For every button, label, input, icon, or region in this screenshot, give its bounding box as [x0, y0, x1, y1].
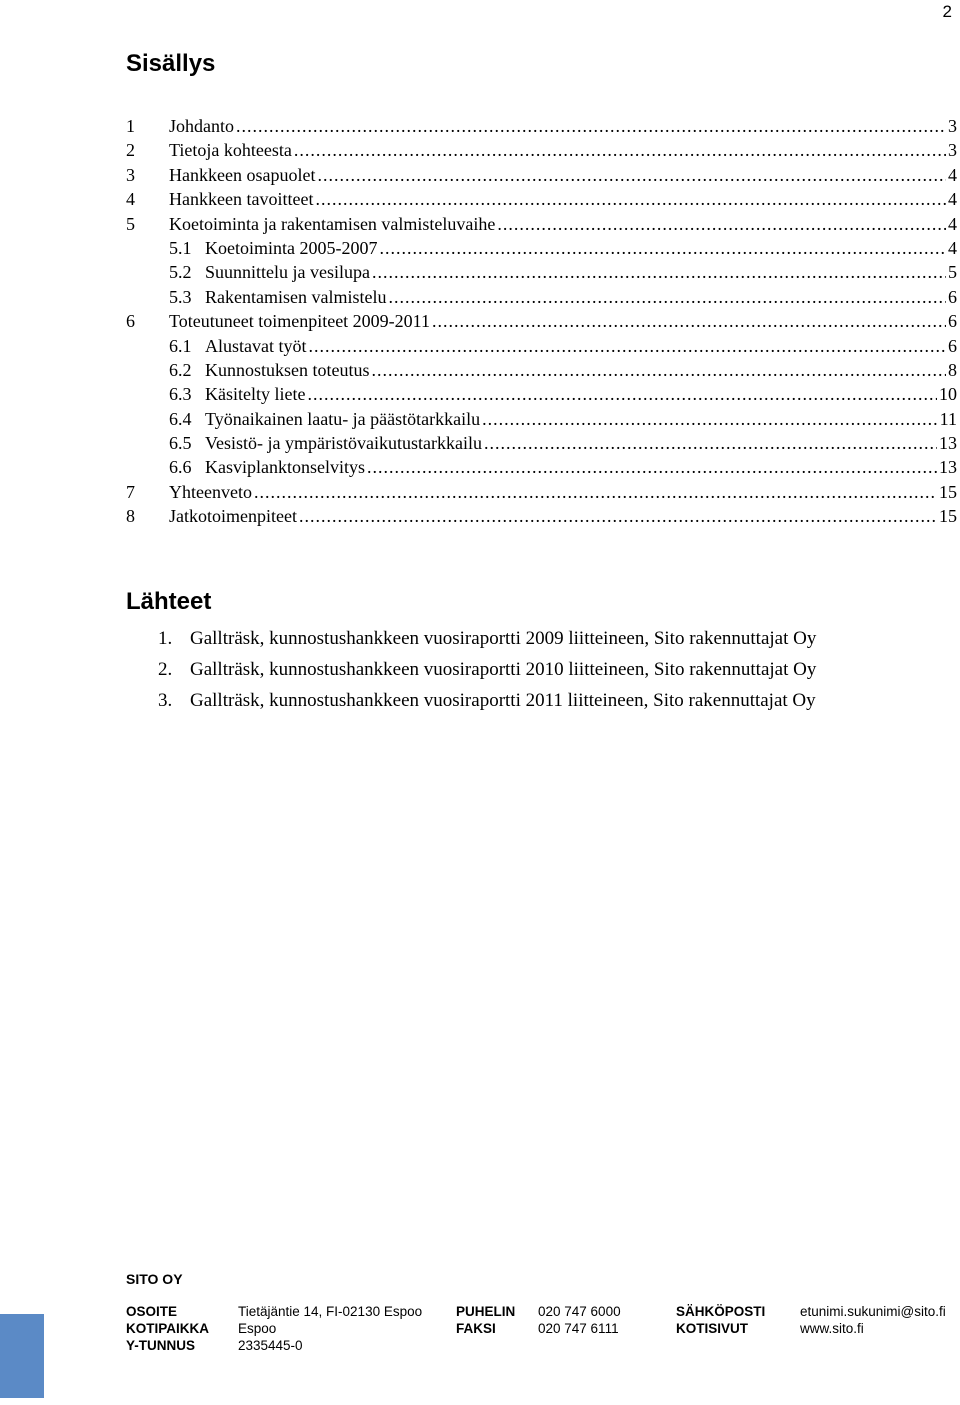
- footer-business-id: 2335445-0: [238, 1338, 303, 1353]
- footer-phone: 020 747 6000: [538, 1304, 621, 1319]
- toc-entry[interactable]: [126, 260, 957, 284]
- toc-dot-leader: [497, 212, 946, 236]
- source-text: Gallträsk, kunnostushankkeen vuosiraportti 2011 liitteineen, Sito rakennuttajat Oy: [190, 690, 816, 711]
- toc-entry-title: Alustavat työt: [205, 335, 307, 356]
- footer-label: OSOITE: [126, 1304, 178, 1319]
- toc-dot-leader: [484, 431, 937, 455]
- toc-dot-leader: [309, 334, 947, 358]
- footer-labels-address: [126, 1303, 209, 1354]
- page-footer: [0, 1265, 960, 1405]
- toc-entry-title: Hankkeen osapuolet: [169, 164, 316, 185]
- toc-entry-number: 2: [126, 140, 135, 161]
- toc-entry-title: Rakentamisen valmistelu: [205, 286, 387, 307]
- toc-dot-leader: [367, 455, 937, 479]
- footer-labels-web: [676, 1303, 765, 1337]
- footer-address: Tietäjäntie 14, FI-02130 Espoo: [238, 1304, 423, 1319]
- footer-website: www.sito.fi: [800, 1321, 864, 1336]
- toc-entry[interactable]: [126, 114, 957, 138]
- footer-label: Y-TUNNUS: [126, 1338, 196, 1353]
- toc-entry-title: Johdanto: [169, 116, 234, 136]
- toc-entry-title: Koetoiminta ja rakentamisen valmisteluvaihe: [169, 213, 496, 234]
- toc-entry-page: 13: [939, 457, 957, 478]
- toc-entry[interactable]: [126, 382, 957, 406]
- toc-entry[interactable]: [126, 504, 957, 528]
- toc-entry-page: 6: [948, 286, 957, 307]
- toc-entry[interactable]: [126, 455, 957, 479]
- toc-entry-page: 6: [948, 311, 957, 332]
- toc-entry[interactable]: [126, 163, 957, 187]
- toc-entry-number: 5: [126, 213, 135, 234]
- toc-entry-title: Käsitelty liete: [205, 384, 306, 405]
- footer-label: PUHELIN: [456, 1304, 516, 1319]
- toc-entry-number: 4: [126, 189, 135, 210]
- toc-entry[interactable]: [126, 407, 957, 431]
- toc-entry[interactable]: [126, 212, 957, 236]
- toc-entry-page: 4: [948, 189, 957, 210]
- toc-entry-number: 5.1: [169, 237, 192, 258]
- toc-entry[interactable]: [126, 309, 957, 333]
- toc-entry-number: 6.6: [169, 457, 192, 478]
- source-number: 2.: [158, 659, 173, 680]
- toc-entry-number: 1: [126, 116, 135, 136]
- toc-entry-title: Yhteenveto: [169, 481, 252, 502]
- toc-entry-title: Vesistö- ja ympäristövaikutustarkkailu: [205, 433, 482, 454]
- toc-entry-number: 6.1: [169, 335, 192, 356]
- toc-entry-page: 8: [948, 359, 957, 380]
- toc-dot-leader: [294, 138, 946, 162]
- toc-entry-number: 6.2: [169, 359, 192, 380]
- toc-entry[interactable]: [126, 358, 957, 382]
- toc-entry-number: 6.3: [169, 384, 192, 405]
- toc-dot-leader: [299, 504, 937, 528]
- toc-dot-leader: [315, 187, 946, 211]
- toc-dot-leader: [379, 236, 946, 260]
- source-item: [158, 685, 816, 716]
- toc-entry-title: Toteutuneet toimenpiteet 2009-2011: [169, 311, 431, 332]
- toc-title: Sisällys: [126, 50, 216, 77]
- toc-entry-number: 8: [126, 506, 135, 527]
- footer-values-phone: [538, 1303, 621, 1337]
- toc-entry-title: Kasviplanktonselvitys: [205, 457, 365, 478]
- toc-dot-leader: [307, 382, 937, 406]
- source-number: 1.: [158, 628, 173, 649]
- toc-entry-page: 5: [948, 262, 957, 283]
- footer-label: FAKSI: [456, 1321, 496, 1336]
- toc-entry-page: 15: [939, 481, 957, 502]
- brand-color-block: [0, 1314, 44, 1398]
- source-item: [158, 623, 816, 654]
- toc-dot-leader: [388, 285, 946, 309]
- page-number: 2: [942, 2, 952, 21]
- toc-entry[interactable]: [126, 138, 957, 162]
- source-text: Gallträsk, kunnostushankkeen vuosiraportti 2009 liitteineen, Sito rakennuttajat Oy: [190, 628, 817, 649]
- toc-entry-page: 3: [948, 140, 957, 161]
- toc-entry-page: 3: [948, 116, 957, 136]
- toc-dot-leader: [372, 358, 947, 382]
- sources-title: Lähteet: [126, 588, 212, 615]
- toc-dot-leader: [236, 114, 946, 138]
- toc-entry[interactable]: [126, 236, 957, 260]
- toc-entry-page: 10: [939, 384, 957, 405]
- toc-dot-leader: [372, 260, 946, 284]
- footer-values-address: [238, 1303, 422, 1354]
- toc-entry-number: 5.3: [169, 286, 192, 307]
- footer-label: SÄHKÖPOSTI: [676, 1304, 766, 1319]
- toc-entry[interactable]: [126, 334, 957, 358]
- source-text: Gallträsk, kunnostushankkeen vuosiraportti 2010 liitteineen, Sito rakennuttajat Oy: [190, 659, 817, 680]
- toc-dot-leader: [317, 163, 946, 187]
- toc-entry-number: 6.4: [169, 408, 192, 429]
- footer-domicile: Espoo: [238, 1321, 277, 1336]
- toc-entry-title: Tietoja kohteesta: [169, 140, 292, 161]
- toc-entry-title: Hankkeen tavoitteet: [169, 189, 314, 210]
- toc-entry-page: 4: [948, 164, 957, 185]
- toc-dot-leader: [432, 309, 946, 333]
- toc-entry[interactable]: [126, 480, 957, 504]
- sources-list: [158, 623, 816, 716]
- footer-label: KOTISIVUT: [676, 1321, 749, 1336]
- footer-company-name: SITO OY: [126, 1271, 183, 1287]
- toc-entry-title: Koetoiminta 2005-2007: [205, 237, 378, 258]
- toc-entry-page: 15: [939, 506, 957, 527]
- toc-dot-leader: [482, 407, 938, 431]
- toc-entry-page: 13: [939, 433, 957, 454]
- toc-entry-number: 6: [126, 311, 135, 332]
- toc-entry[interactable]: [126, 187, 957, 211]
- toc-entry-title: Kunnostuksen toteutus: [205, 359, 370, 380]
- footer-values-web: [800, 1303, 946, 1337]
- toc-entry-number: 7: [126, 481, 135, 502]
- footer-labels-phone: [456, 1303, 515, 1337]
- toc-entry-number: 3: [126, 164, 135, 185]
- toc-entry-title: Työnaikainen laatu- ja päästötarkkailu: [205, 408, 481, 429]
- toc-entry-title: Jatkotoimenpiteet: [169, 506, 297, 527]
- table-of-contents: [126, 114, 957, 529]
- toc-entry[interactable]: [126, 431, 957, 455]
- toc-dot-leader: [254, 480, 937, 504]
- toc-entry-page: 11: [939, 408, 957, 429]
- footer-fax: 020 747 6111: [538, 1321, 619, 1336]
- toc-entry[interactable]: [126, 285, 957, 309]
- source-number: 3.: [158, 690, 173, 711]
- toc-entry-number: 6.5: [169, 433, 192, 454]
- toc-entry-page: 6: [948, 335, 957, 356]
- footer-email: etunimi.sukunimi@sito.fi: [800, 1304, 946, 1319]
- source-item: [158, 654, 816, 685]
- toc-entry-page: 4: [948, 213, 957, 234]
- toc-entry-page: 4: [948, 237, 957, 258]
- footer-label: KOTIPAIKKA: [126, 1321, 209, 1336]
- toc-entry-number: 5.2: [169, 262, 192, 283]
- toc-entry-title: Suunnittelu ja vesilupa: [205, 262, 370, 283]
